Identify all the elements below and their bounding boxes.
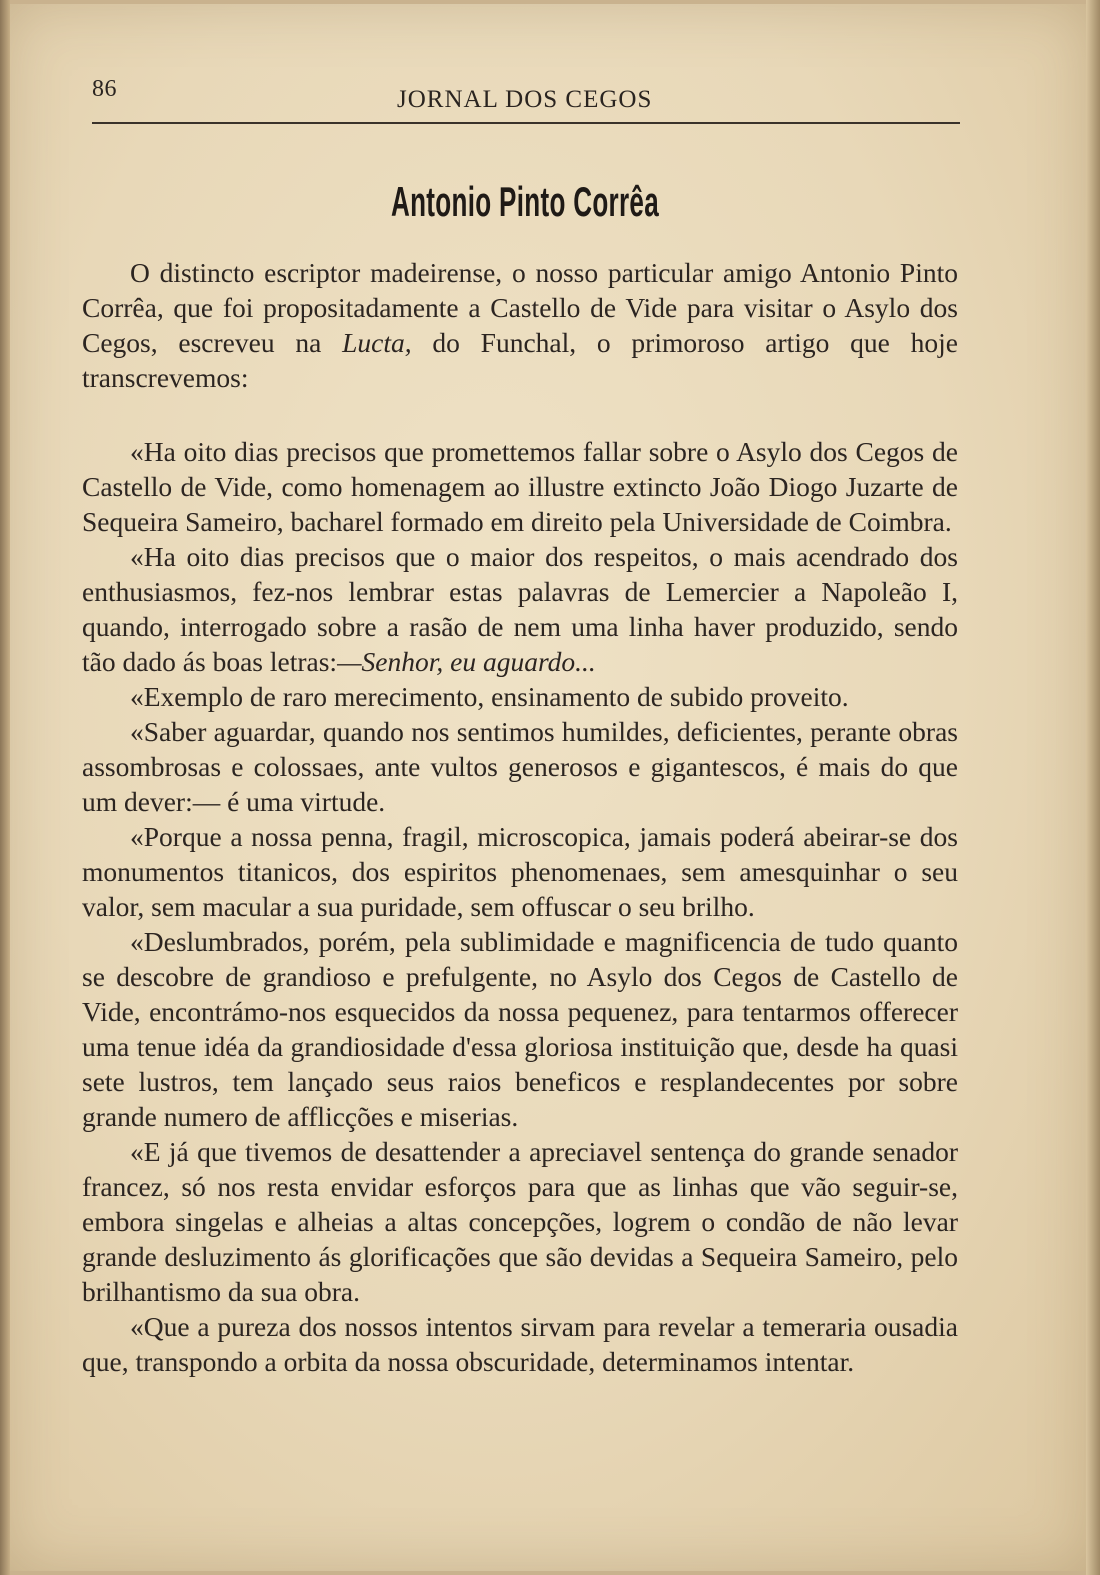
page-left-edge — [0, 0, 10, 1575]
quote-paragraph-2-italic: —Senhor, eu aguardo... — [337, 646, 596, 677]
page-number: 86 — [92, 76, 117, 102]
article-body — [82, 255, 958, 1379]
intro-paragraph — [82, 255, 958, 395]
quote-paragraph-8: «Que a pureza dos nossos intentos sirvam para revelar a temeraria ousadia que, transpondo a orbita da nossa obscuridade, determinamos intentar. — [82, 1311, 958, 1377]
quote-paragraph-6: «Deslumbrados, porém, pela sublimidade e magnificencia de tudo quanto se descobre de grandioso e prefulgente, no Asylo dos Cegos de Castello de Vide, encontrámo-nos esquecidos da nossa pequenez, para tentarmos offerecer uma tenue idéa da grandiosidade d'essa gloriosa instituição que, desde ha quasi sete lustros, tem lançado seus raios beneficos e resplandecentes por sobre grande numero de afflicções e miserias. — [82, 926, 958, 1132]
quote-paragraph-4: «Saber aguardar, quando nos sentimos humildes, deficientes, perante obras assombrosas e colossaes, ante vultos generosos e gigantescos, é mais do que um dever:— é uma virtude. — [82, 716, 958, 817]
intro-text-start: O distincto escriptor madeirense, o nosso particular amigo Antonio Pinto Corrêa, que foi propositadamente a Castello de Vide para visitar o Asylo dos Cegos, escreveu na — [82, 257, 958, 358]
quote-paragraph-5: «Porque a nossa penna, fragil, microscopica, jamais poderá abeirar-se dos monumentos titanicos, dos espiritos phenomenaes, sem amesquinhar o seu valor, sem macular a sua puridade, sem offuscar o seu brilho. — [82, 821, 958, 922]
quote-paragraph-3: «Exemplo de raro merecimento, ensinamento de subido proveito. — [130, 681, 849, 712]
intro-text-end: do Funchal, o primoroso artigo que hoje transcrevemos: — [82, 327, 958, 393]
quote-paragraph-7: «E já que tivemos de desattender a apreciavel sentença do grande senador francez, só nos resta envidar esforços para que as linhas que vão seguir-se, embora singelas e alheias a altas concepções, logrem o condão de não levar grande desluzimento ás glorificações que são devidas a Sequeira Sameiro, pelo brilhantismo da sua obra. — [82, 1136, 958, 1307]
quote-paragraph-2-text: «Ha oito dias precisos que o maior dos respeitos, o mais acendrado dos enthusiasmos, fez-nos lembrar estas palavras de Lemercier a Napoleão I, quando, interrogado sobre a rasão de nem uma linha haver produzido, sendo tão dado ás boas letras: — [82, 541, 958, 677]
quote-paragraph-2 — [82, 539, 958, 679]
header-rule — [92, 122, 960, 124]
intro-italic-newspaper: Lucta, — [342, 327, 412, 358]
article-title: Antonio Pinto Corrêa — [390, 178, 660, 225]
running-title: JORNAL DOS CEGOS — [397, 86, 653, 113]
page-header — [92, 72, 962, 122]
page-right-edge — [1086, 0, 1100, 1575]
quote-paragraph-1: «Ha oito dias precisos que promettemos fallar sobre o Asylo dos Cegos de Castello de Vide, como homenagem ao illustre extincto João Diogo Juzarte de Sequeira Sameiro, bacharel formado em direito pela Universidade de Coimbra. — [82, 436, 958, 537]
